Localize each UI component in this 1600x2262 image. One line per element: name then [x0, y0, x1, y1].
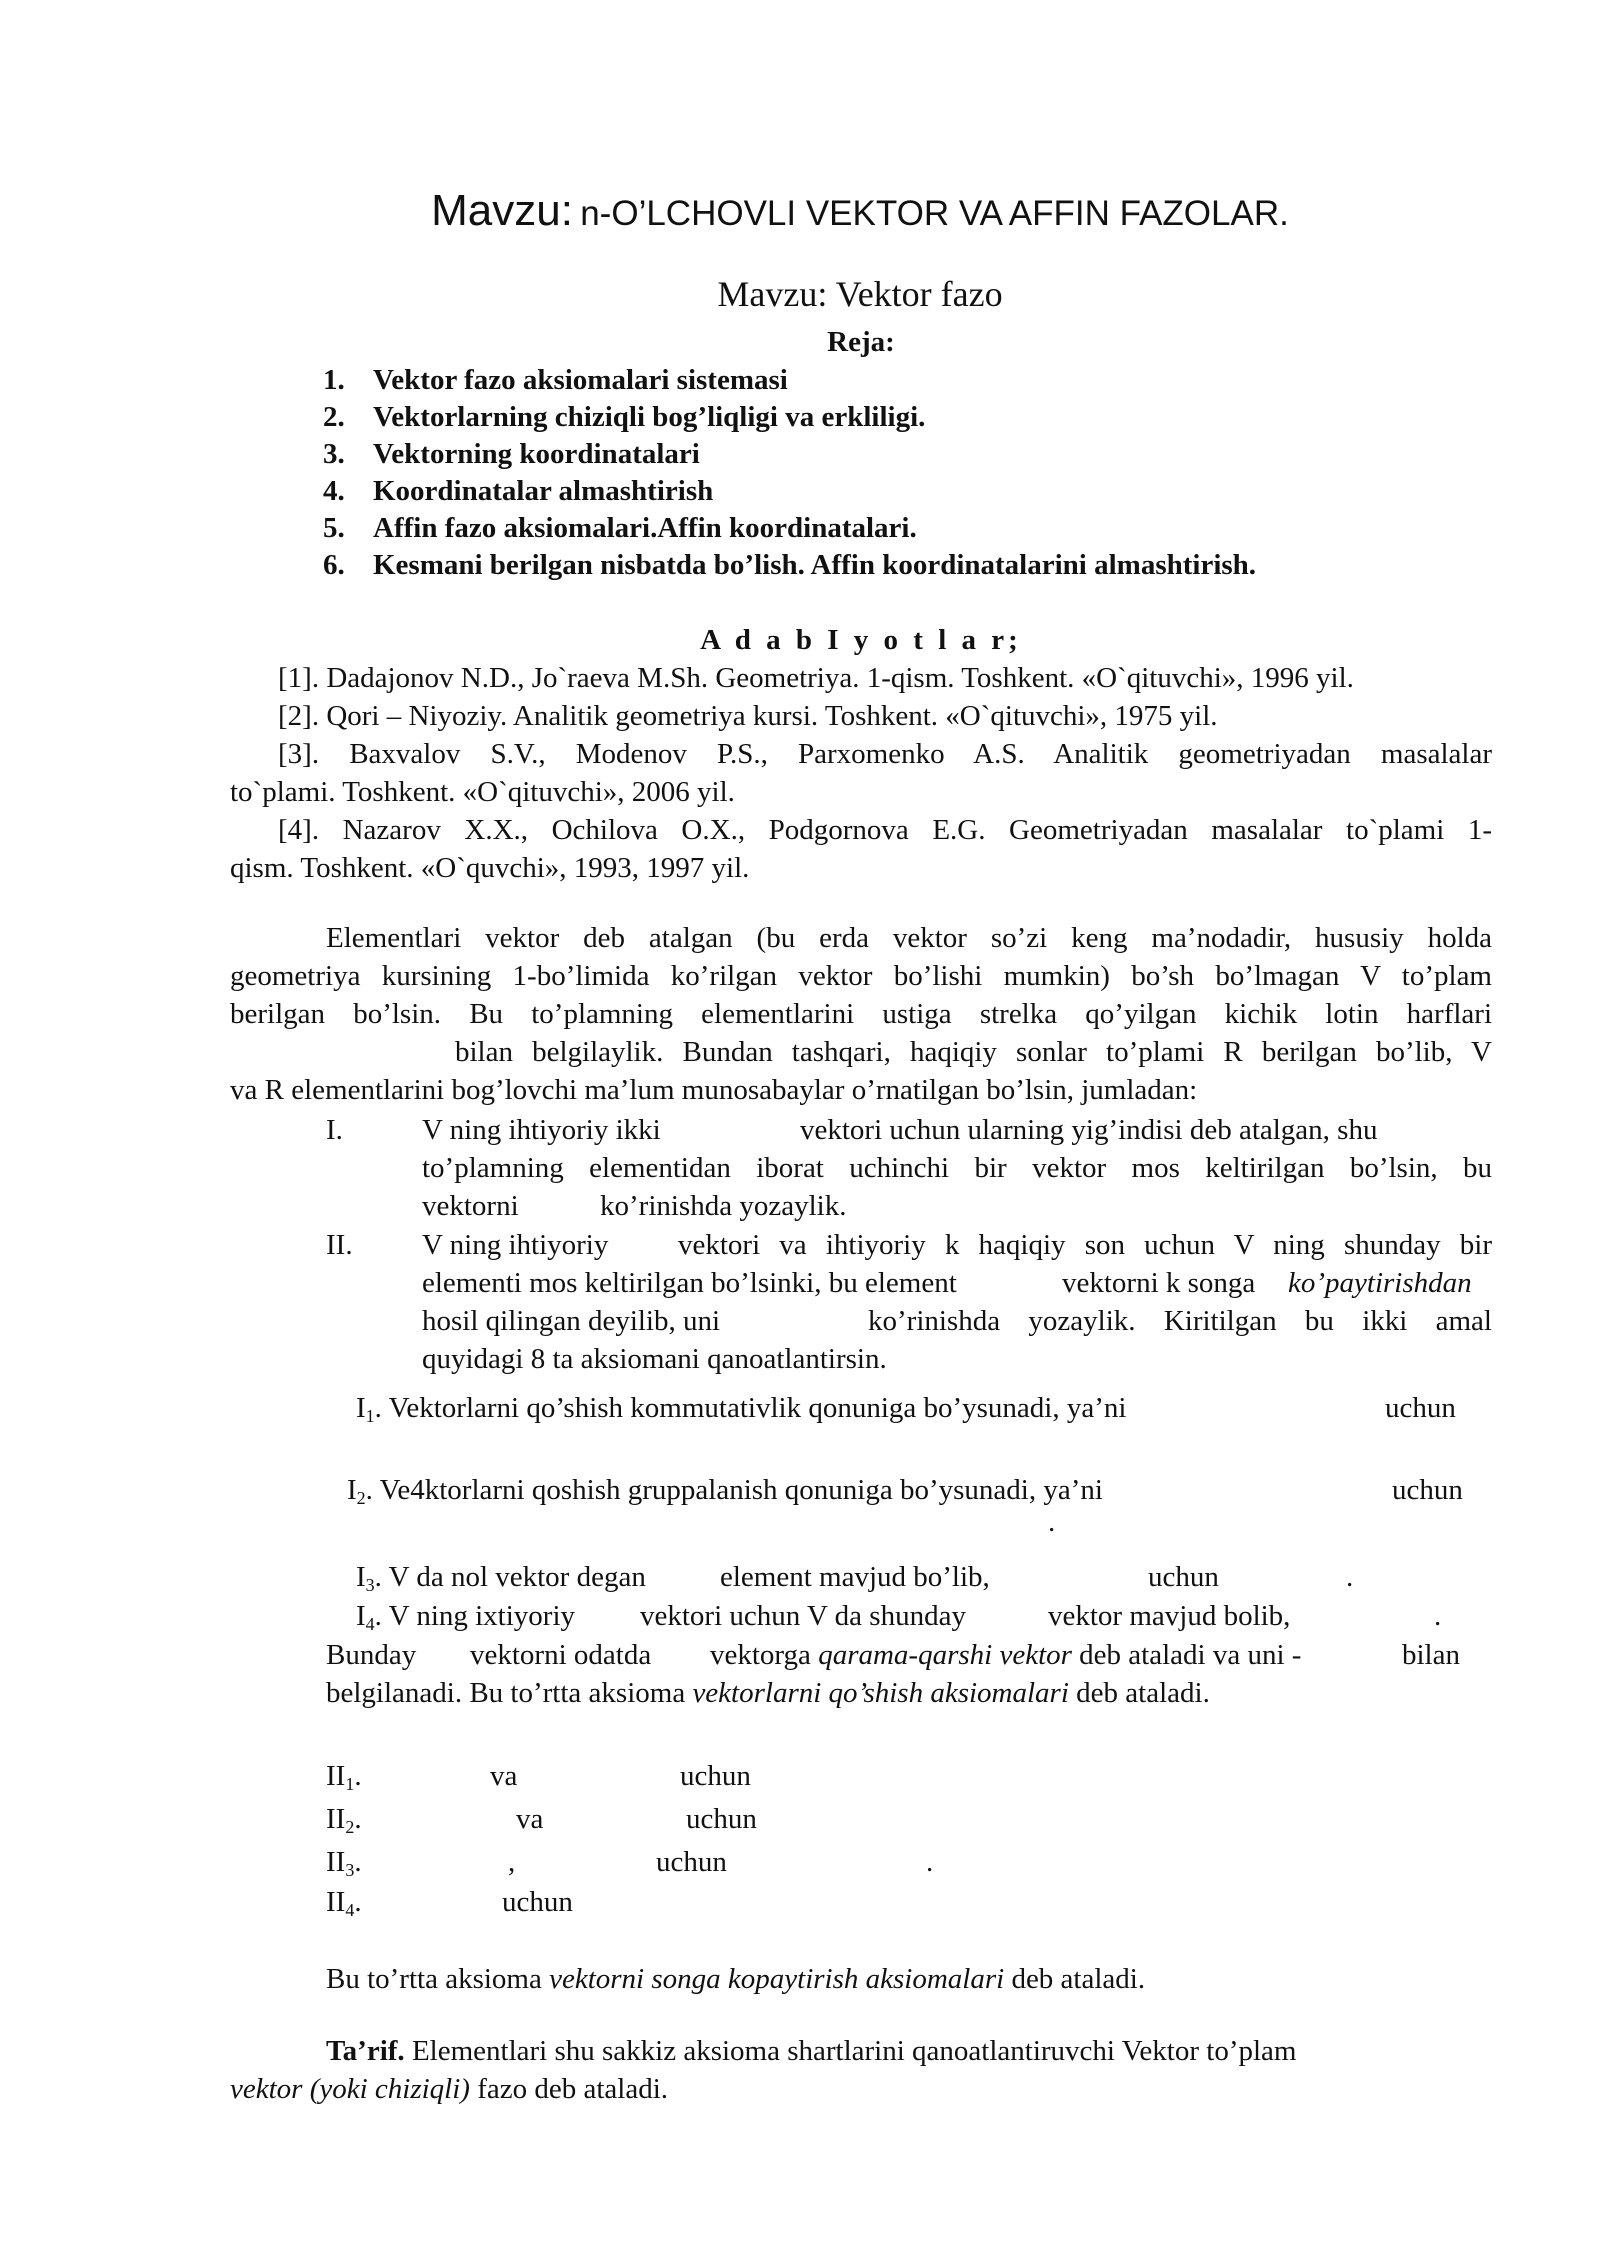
paragraph-line: geometriya kursining 1-bo’limida ko’rilgan vektor bo’lishi mumkin) bo’sh bo’lmagan V to’plam: [230, 960, 1492, 992]
reference-item-continued: qism. Toshkent. «O`quvchi», 1993, 1997 yil.: [230, 852, 750, 884]
reference-item: [3]. Baxvalov S.V., Modenov P.S., Parxomenko A.S. Analitik geometriyadan masalalar: [278, 738, 1492, 770]
paragraph-line: V ning ihtiyoriy ikki: [422, 1114, 661, 1146]
axiom-line: vektor mavjud bolib,: [1048, 1600, 1291, 1632]
reference-item-continued: to`plami. Toshkent. «O`qituvchi», 2006 yil.: [230, 776, 735, 808]
axiom-dot: .: [926, 1846, 934, 1878]
reference-item: [4]. Nazarov X.X., Ochilova O.X., Podgornova E.G. Geometriyadan masalalar to`plami 1-: [278, 814, 1492, 846]
axiom-line: vektori uchun V da shunday: [640, 1600, 966, 1632]
axiom-dot: .: [1434, 1600, 1442, 1632]
axiom-line: $I_3$. V da nol vektor degan: [356, 1561, 646, 1595]
plan-item-text: Vektorning koordinatalari: [373, 438, 700, 470]
definition-line: vektor (yoki chiziqli) fazo deb ataladi.: [230, 2073, 669, 2105]
axiom-line: $I_2$. Ve4ktorlarni qoshish gruppalanish qonuniga bo’ysunadi, ya’ni: [347, 1474, 1103, 1508]
axiom-uchun: uchun: [1385, 1392, 1456, 1424]
paragraph-line: Bu to’rtta aksioma vektorni songa kopaytirish aksiomalari deb ataladi.: [326, 1963, 1146, 1995]
axiom-dot: .: [1346, 1561, 1354, 1593]
page-title: [0, 186, 1600, 236]
paragraph-line: V ning ihtiyoriy: [422, 1229, 609, 1261]
plan-item-text: Affin fazo aksiomalari.Affin koordinatalari.: [373, 512, 917, 544]
paragraph-line: belgilanadi. Bu to’rtta aksioma vektorlarni qo’shish aksiomalari deb ataladi.: [326, 1677, 1210, 1709]
paragraph-line: va R elementlarini bog’lovchi ma’lum munosabaylar o’rnatilgan bo’lsin, jumladan:: [230, 1074, 1198, 1106]
title-label: Mavzu:: [431, 186, 573, 235]
axiom-uchun: uchun: [1148, 1561, 1219, 1593]
paragraph-line: vektorga qarama-qarshi vektor deb ataladi va uni -: [710, 1639, 1302, 1671]
paragraph-line: vektori uchun ularning yig’indisi deb atalgan, shu: [800, 1114, 1378, 1146]
axiom-label: $II_2$.: [326, 1803, 362, 1837]
axiom-uchun: uchun: [502, 1886, 573, 1918]
paragraph-line: Bunday: [326, 1639, 417, 1671]
plan-item-number: 2.: [323, 401, 345, 433]
plan-item-text: Vektor fazo aksiomalari sistemasi: [373, 364, 788, 396]
paragraph-line: hosil qilingan deyilib, uni: [422, 1305, 721, 1337]
paragraph-line: elementi mos keltirilgan bo’lsinki, bu element: [422, 1267, 957, 1299]
paragraph-line: ko’rinishda yozaylik. Kiritilgan bu ikki amal: [868, 1305, 1492, 1337]
paragraph-line: bilan belgilaylik. Bundan tashqari, haqiqiy sonlar to’plami R berilgan bo’lib, V: [455, 1036, 1492, 1068]
axiom-line: $I_4$. V ning ixtiyoriy: [356, 1600, 576, 1634]
paragraph-line: vektorni odatda: [470, 1639, 652, 1671]
plan-item-text: Kesmani berilgan nisbatda bo’lish. Affin koordinatalarini almashtirish.: [373, 549, 1257, 581]
axiom-va: va: [516, 1803, 544, 1835]
paragraph-line: bilan: [1402, 1639, 1460, 1671]
axiom-line: $I_1$. Vektorlarni qo’shish kommutativlik qonuniga bo’ysunadi, ya’ni: [356, 1392, 1127, 1426]
plan-item-number: 1.: [323, 364, 345, 396]
reference-item: [2]. Qori – Niyoziy. Analitik geometriya kursi. Toshkent. «O`qituvchi», 1975 yil.: [278, 700, 1218, 732]
axiom-uchun: uchun: [686, 1803, 757, 1835]
axiom-va: va: [490, 1760, 518, 1792]
axiom-uchun: uchun: [656, 1846, 727, 1878]
operation-label: II.: [326, 1229, 353, 1261]
axiom-label: $II_3$.: [326, 1846, 362, 1880]
paragraph-line: to’plamning elementidan iborat uchinchi bir vektor mos keltirilgan bo’lsin, bu: [422, 1152, 1492, 1184]
subtitle: Mavzu: Vektor fazo: [717, 274, 1003, 314]
axiom-label: $II_4$.: [326, 1886, 362, 1920]
plan-item-number: 6.: [323, 549, 345, 581]
definition-label: Ta’rif.: [326, 2035, 405, 2067]
plan-item-number: 5.: [323, 512, 345, 544]
axiom-label: $II_1$.: [326, 1760, 362, 1794]
definition-line: Ta’rif. Elementlari shu sakkiz aksioma shartlarini qanoatlantiruvchi Vektor to’plam: [326, 2035, 1297, 2067]
title-text: n-O’LCHOVLI VEKTOR VA AFFIN FAZOLAR.: [580, 194, 1289, 233]
paragraph-line: vektori va ihtiyoriy k haqiqiy son uchun V ning shunday bir: [678, 1229, 1492, 1261]
operation-label: I.: [326, 1114, 343, 1146]
reference-item: [1]. Dadajonov N.D., Jo`raeva M.Sh. Geometriya. 1-qism. Toshkent. «O`qituvchi», 1996 yil.: [278, 662, 1354, 694]
paragraph-line: vektorni: [422, 1190, 519, 1222]
paragraph-line: Elementlari vektor deb atalgan (bu erda vektor so’zi keng ma’nodadir, hususiy holda: [326, 922, 1492, 954]
axiom-line: element mavjud bo’lib,: [720, 1561, 990, 1593]
plan-item-text: Koordinatalar almashtirish: [373, 475, 714, 507]
references-heading: A d a b I y o t l a r;: [700, 624, 1022, 656]
plan-item-text: Vektorlarning chiziqli bog’liqligi va erkliligi.: [373, 401, 926, 433]
paragraph-line: berilgan bo’lsin. Bu to’plamning elementlarini ustiga strelka qo’yilgan kichik lotin harflari: [230, 998, 1492, 1030]
axiom-dot: .: [1048, 1506, 1056, 1538]
plan-item-number: 3.: [323, 438, 345, 470]
paragraph-line: vektorni k songa: [1062, 1267, 1256, 1299]
paragraph-line: ko’rinishda yozaylik.: [600, 1190, 847, 1222]
axiom-comma: ,: [508, 1846, 516, 1878]
axiom-uchun: uchun: [680, 1760, 751, 1792]
paragraph-line-italic: ko’paytirishdan: [1288, 1267, 1472, 1299]
plan-heading: Reja:: [827, 326, 895, 358]
plan-item-number: 4.: [323, 475, 345, 507]
paragraph-line: quyidagi 8 ta aksiomani qanoatlantirsin.: [422, 1343, 887, 1375]
axiom-uchun: uchun: [1392, 1474, 1463, 1506]
